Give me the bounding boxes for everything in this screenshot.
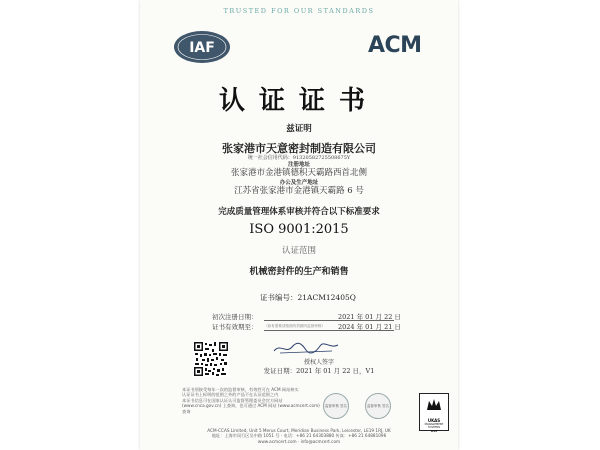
footer-note: 本证书须接受每年一次的监督审核，有效性可在 ACM 网站核实 xyxy=(182,387,299,392)
registered-address-label: 注册地址 xyxy=(287,162,310,168)
ukas-subtitle: MANAGEMENT SYSTEMS xyxy=(424,423,444,429)
ukas-label: UKAS xyxy=(427,418,441,423)
address-line: ACM-CCAS Limited, Unit 5 Merus Court, Meridian Business Park, Leicester, LE19 1RJ, UK xyxy=(207,428,391,433)
acm-logo: ACM xyxy=(368,33,422,58)
footer-address xyxy=(140,428,458,444)
certificate-number: 证书编号：21ACM12405Q xyxy=(260,293,356,302)
footer-note: (www.cnca.gov.cn) 上查询，也可通过 ACM 网站 (www.acmcert.com) 查询 xyxy=(182,403,320,414)
certificate-title: 认证证书 xyxy=(218,86,379,116)
initial-date-label: 初次注册日期： xyxy=(212,313,258,321)
address-line: www.acmcert.com · info@acmcert.com xyxy=(257,438,341,444)
footer-note: 认证证书上标明的范围之外的产品不在认证范围之内 xyxy=(182,392,279,398)
crown-icon xyxy=(420,394,448,414)
expiry-date-label: 证书有效期至： xyxy=(212,323,258,331)
ukas-mark xyxy=(419,393,449,431)
certificate-page xyxy=(140,0,458,450)
iaf-logo-text: IAF xyxy=(189,40,215,56)
ukas-number: 045 xyxy=(430,429,438,433)
tagline: TRUSTED FOR OUR STANDARDS xyxy=(223,7,375,15)
surveillance-badge: 监督审核 签名 xyxy=(323,393,349,419)
scope-label: 认证范围 xyxy=(281,246,316,256)
company-name: 张家港市天意密封制造有限公司 xyxy=(222,142,376,155)
office-address: 江苏省张家港市金港镇天霸路 6 号 xyxy=(234,186,364,196)
address-line: 地址：上海市闵行区吴中路 1051 号 · 电话：+86 21 64303880 传真：+86 21 64881096 xyxy=(211,433,387,439)
hereby-certify: 兹证明 xyxy=(286,124,312,134)
scope: 机械密封件的生产和销售 xyxy=(249,267,349,277)
footer-note: 本证书信息可在国家认证认可监督管理委员会官方网站 xyxy=(182,397,283,403)
surveillance-badge: 监督审核 签名 xyxy=(365,393,391,419)
standard: ISO 9001:2015 xyxy=(249,222,349,237)
expiry-note: （如有需要请按照有效期内监督审核） xyxy=(264,324,326,328)
authorized-signature-label: 授权人签字 xyxy=(303,359,334,366)
signature-image xyxy=(270,340,342,356)
initial-date: 2021 年 01 月 22 日 xyxy=(338,313,401,321)
issue-date: 发证日期：2021 年 01 月 22 日，V1 xyxy=(263,367,375,375)
expiry-date: 2024 年 01 月 21 日 xyxy=(338,323,401,331)
iaf-logo xyxy=(173,30,231,64)
requirement-statement: 完成质量管理体系审核并符合以下标准要求 xyxy=(218,207,380,217)
footer-notes xyxy=(182,387,322,414)
credit-code: 统一社会信用代码：91320582725508675Y xyxy=(247,155,351,161)
office-address-label: 办公及生产地址 xyxy=(279,180,319,186)
registered-address: 张家港市金港镇德积天霸路西首北侧 xyxy=(230,168,367,178)
